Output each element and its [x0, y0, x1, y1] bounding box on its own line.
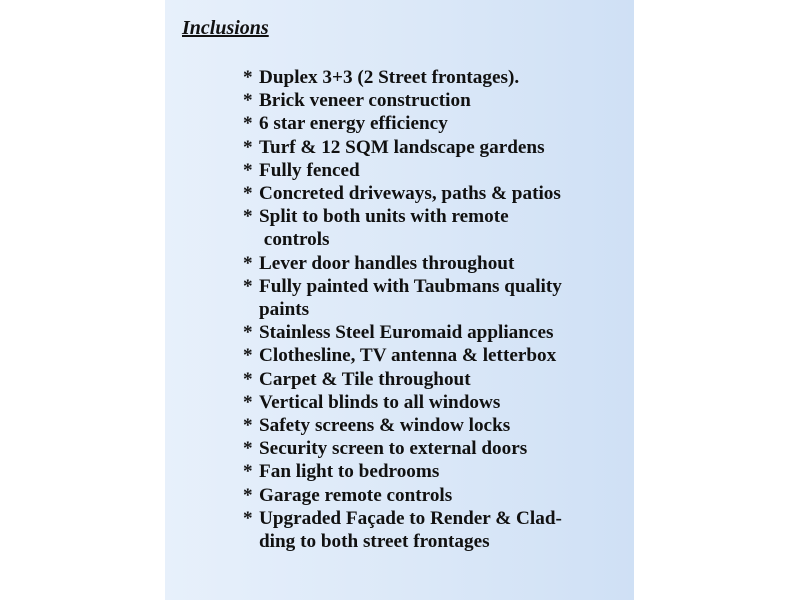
bullet-asterisk: * [243, 275, 253, 297]
list-item [243, 437, 628, 460]
list-item [243, 507, 628, 553]
bullet-asterisk: * [243, 391, 253, 413]
list-item [243, 391, 628, 414]
list-item-text: Carpet & Tile throughout [259, 368, 471, 390]
list-item-text: 6 star energy efficiency [259, 113, 448, 135]
list-item [243, 368, 628, 391]
inclusions-heading: Inclusions [182, 17, 269, 39]
bullet-asterisk: * [243, 67, 253, 88]
list-item-text: Vertical blinds to all windows [259, 391, 501, 413]
bullet-asterisk: * [243, 136, 253, 158]
list-item-text: Stainless Steel Euromaid appliances [259, 322, 554, 344]
list-item-text: Security screen to external doors [259, 438, 528, 460]
list-item-text: Garage remote controls [259, 484, 453, 506]
inclusions-list [243, 66, 628, 553]
list-item [243, 344, 628, 367]
list-item-text: Duplex 3+3 (2 Street frontages). [259, 67, 520, 88]
bullet-asterisk: * [243, 113, 253, 135]
bullet-asterisk: * [243, 322, 253, 344]
list-item [243, 460, 628, 483]
list-item [243, 205, 628, 251]
list-item [243, 136, 628, 159]
bullet-asterisk: * [243, 159, 253, 181]
bullet-asterisk: * [243, 507, 253, 529]
bullet-asterisk: * [243, 438, 253, 460]
bullet-asterisk: * [243, 206, 253, 228]
bullet-asterisk: * [243, 252, 253, 274]
list-item-text: Lever door handles throughout [259, 252, 515, 274]
list-item [243, 484, 628, 507]
list-item [243, 89, 628, 112]
list-item [243, 66, 628, 89]
bullet-asterisk: * [243, 461, 253, 483]
list-item [243, 182, 628, 205]
list-item-text: Clothesline, TV antenna & letterbox [259, 345, 557, 367]
list-item [243, 275, 628, 321]
list-item [243, 414, 628, 437]
bullet-asterisk: * [243, 484, 253, 506]
list-item-text: Concreted driveways, paths & patios [259, 183, 561, 205]
list-item-text: Fan light to bedrooms [259, 461, 440, 483]
list-item [243, 321, 628, 344]
list-item-text: Safety screens & window locks [259, 415, 511, 437]
bullet-asterisk: * [243, 368, 253, 390]
list-item-text: Brick veneer construction [259, 90, 471, 112]
list-item-text: Fully fenced [259, 159, 360, 181]
list-item [243, 252, 628, 275]
bullet-asterisk: * [243, 90, 253, 112]
list-item-text: Split to both units with remote controls [259, 206, 509, 251]
list-item-text: Turf & 12 SQM landscape gardens [259, 136, 545, 158]
list-item [243, 159, 628, 182]
bullet-asterisk: * [243, 345, 253, 367]
list-item-text: Upgraded Façade to Render & Clad- ding to both street frontages [259, 507, 562, 553]
bullet-asterisk: * [243, 183, 253, 205]
list-item-text: Fully painted with Taubmans quality paints [259, 275, 562, 321]
bullet-asterisk: * [243, 415, 253, 437]
list-item [243, 112, 628, 135]
